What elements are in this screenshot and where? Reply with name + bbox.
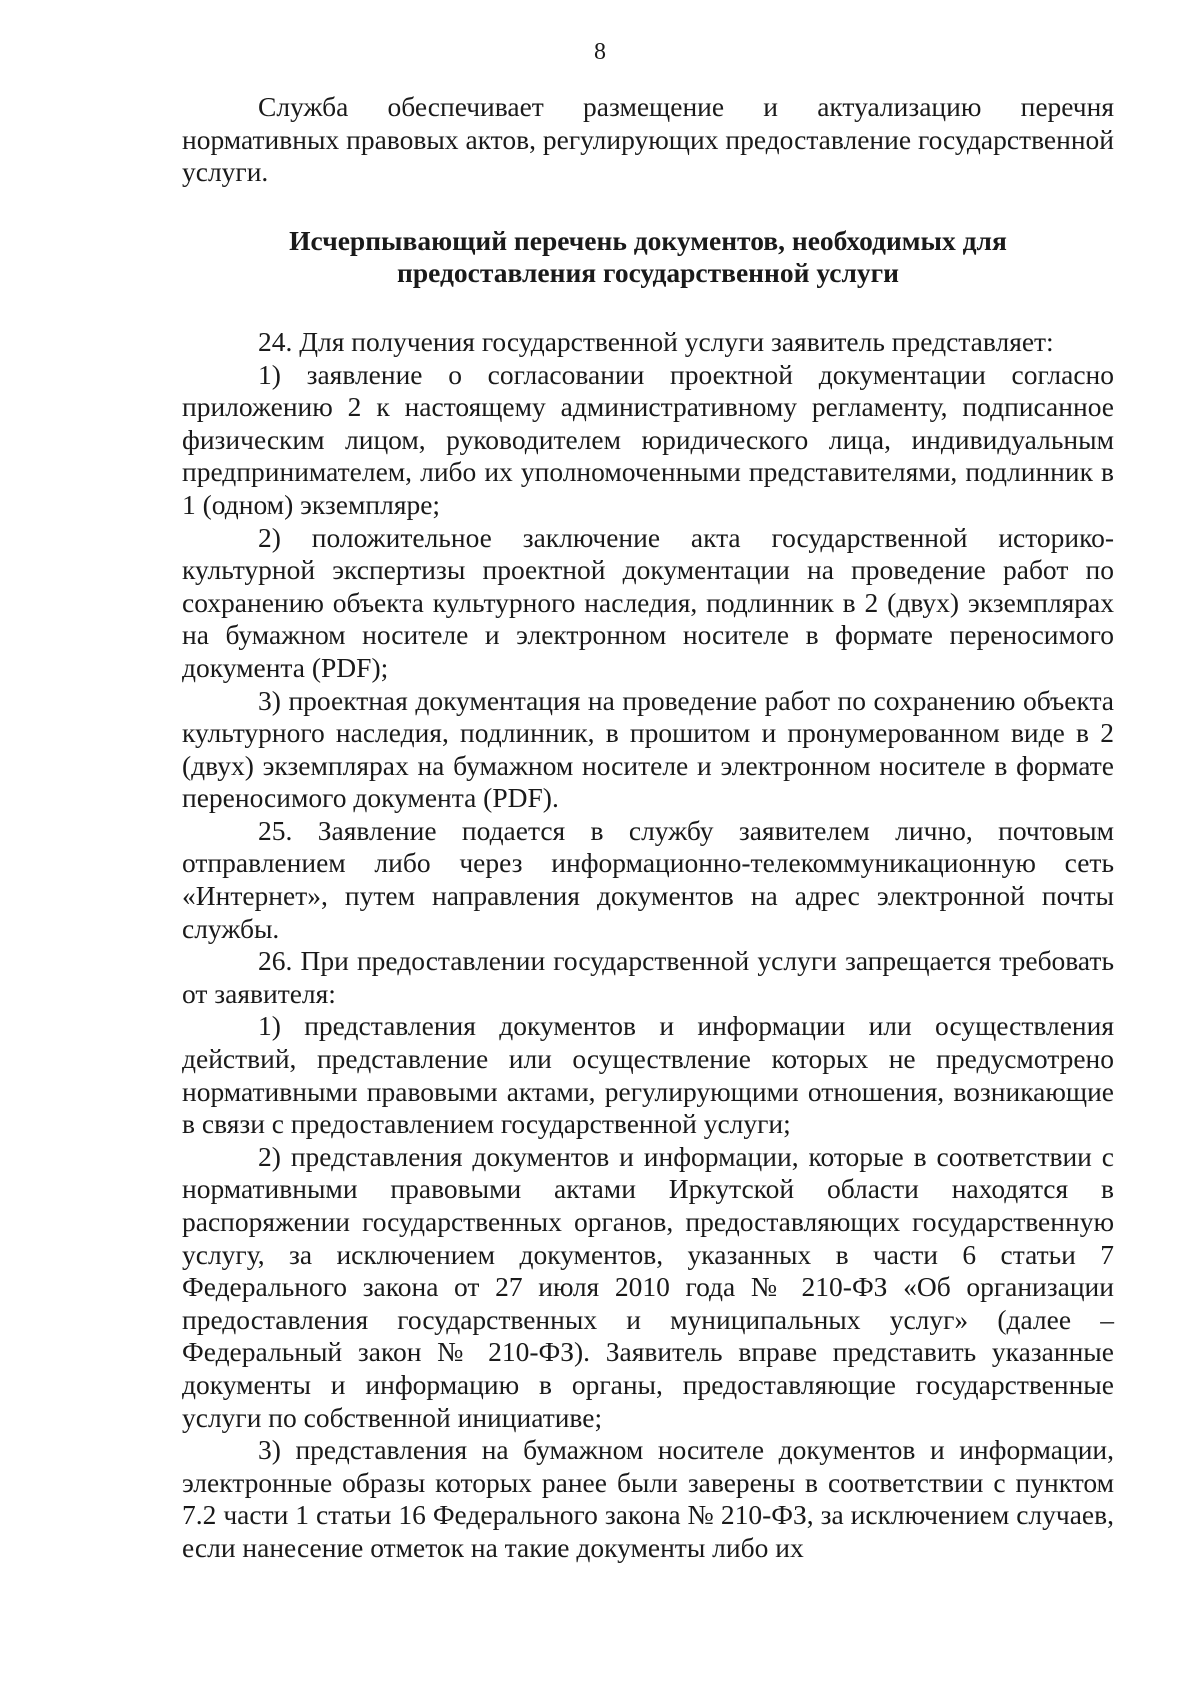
- intro-paragraph: Служба обеспечивает размещение и актуализацию перечня нормативных правовых актов, регулирующих предоставление государственной услуги.: [182, 91, 1114, 188]
- paragraph-24-item-3: 3) проектная документация на проведение работ по сохранению объекта культурного наследия, подлинник, в прошитом и пронумерованном виде в 2 (двух) экземплярах на бумажном носителе и электронном носителе в формате переносимого документа (PDF).: [182, 684, 1114, 814]
- paragraph-26-item-1: 1) представления документов и информации или осуществления действий, представление или осуществление которых не предусмотрено нормативными правовыми актами, регулирующими отношения, возникающие в связи с предоставлением государственной услуги;: [182, 1010, 1114, 1140]
- section-heading: [182, 225, 1114, 290]
- section-heading-line-2: предоставления государственной услуги: [397, 257, 899, 289]
- paragraph-24: 24. Для получения государственной услуги заявитель представляет:: [258, 325, 1054, 357]
- document-body: [182, 91, 1114, 1565]
- paragraph-26: 26. При предоставлении государственной услуги запрещается требовать от заявителя:: [182, 945, 1114, 1009]
- paragraph-24-item-2: 2) положительное заключение акта государственной историко-культурной экспертизы проектной документации на проведение работ по сохранению объекта культурного наследия, подлинник в 2 (двух) экземплярах на бумажном носителе и электронном носителе в формате переносимого документа (PDF);: [182, 521, 1114, 683]
- page-number: 8: [594, 39, 606, 65]
- paragraph-26-item-2: 2) представления документов и информации, которые в соответствии с нормативными правовыми актами Иркутской области находятся в распоряжении государственных органов, предоставляющих государственную услугу, за исключением документов, указанных в части 6 статьи 7 Федерального закона от 27 июля 2010 года № 210-ФЗ «Об организации предоставления государственных и муниципальных услуг» (далее – Федеральный закон № 210-ФЗ). Заявитель вправе представить указанные документы и информацию в органы, предоставляющие государственные услуги по собственной инициативе;: [182, 1140, 1114, 1433]
- paragraph-26-item-3: 3) представления на бумажном носителе документов и информации, электронные образы которых ранее были заверены в соответствии с пунктом 7.2 части 1 статьи 16 Федерального закона № 210-ФЗ, за исключением случаев, если нанесение отметок на такие документы либо их: [182, 1434, 1114, 1563]
- section-heading-line-1: Исчерпывающий перечень документов, необходимых для: [289, 224, 1007, 256]
- paragraph-25: 25. Заявление подается в службу заявителем лично, почтовым отправлением либо через информационно-телекоммуникационную сеть «Интернет», путем направления документов на адрес электронной почты службы.: [182, 814, 1114, 944]
- paragraph-24-item-1: 1) заявление о согласовании проектной документации согласно приложению 2 к настоящему административному регламенту, подписанное физическим лицом, руководителем юридического лица, индивидуальным предпринимателем, либо их уполномоченными представителями, подлинник в 1 (одном) экземпляре;: [182, 358, 1114, 520]
